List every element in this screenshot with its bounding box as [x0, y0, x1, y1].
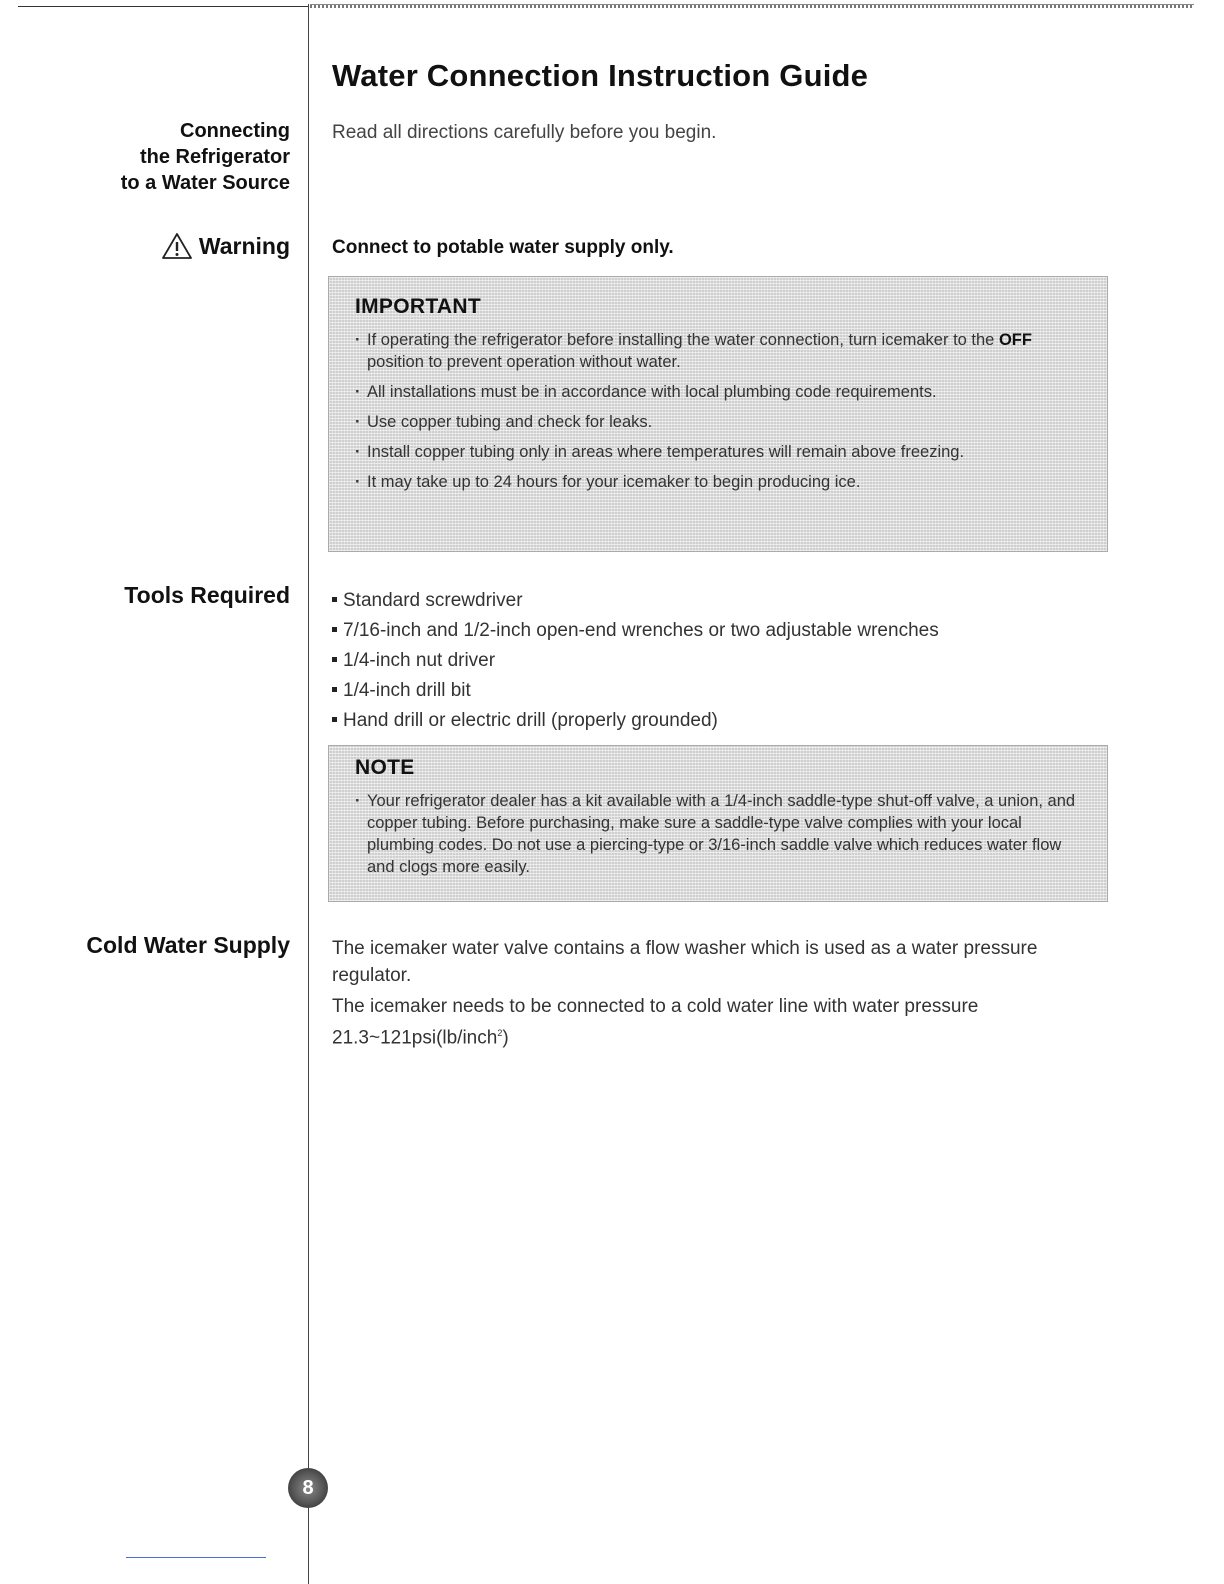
side-heading-cold-water: Cold Water Supply [86, 932, 290, 958]
important-list [355, 329, 1081, 493]
pressure-text: The icemaker needs to be connected to a cold water line with water pressure 21.3~121psi(lb/inch [332, 996, 979, 1049]
warning-label: Warning [198, 232, 290, 259]
side-heading-connecting [121, 118, 290, 196]
warning-triangle-icon [161, 232, 193, 260]
page-number-badge: 8 [288, 1468, 328, 1508]
column-divider [308, 4, 309, 1584]
list-item [332, 676, 939, 706]
important-box [328, 276, 1108, 552]
note-box [328, 745, 1108, 902]
side-heading-tools: Tools Required [124, 582, 290, 608]
pressure-superscript: 2 [497, 1028, 503, 1038]
list-item [332, 616, 939, 646]
note-list [355, 790, 1081, 878]
off-keyword: OFF [998, 331, 1032, 349]
list-item: · Your refrigerator dealer has a kit available with a 1/4-inch saddle-type shut-off valve, a union, and copper tubing. Before purchasing, make sure a saddle-type valve complies with your local plumbing codes. Do not use a piercing-type or 3/16-inch saddle valve which reduces water flow and clogs more easily. [355, 790, 1081, 878]
important-title: IMPORTANT [355, 295, 481, 318]
list-item [355, 329, 1081, 373]
list-item: · It may take up to 24 hours for your icemaker to begin producing ice. [355, 471, 1081, 493]
list-item [332, 586, 939, 616]
tool-text: 1/4-inch nut driver [343, 650, 496, 671]
bottom-link-line [126, 1557, 266, 1558]
bullet-square-icon [332, 657, 337, 662]
list-item: · Install copper tubing only in areas where temperatures will remain above freezing. [355, 441, 1081, 463]
side-heading-line: the Refrigerator [139, 146, 290, 168]
tool-text: Standard screwdriver [343, 590, 523, 611]
side-heading-warning [161, 232, 290, 260]
bullet-square-icon [332, 687, 337, 692]
pressure-text-end: ) [502, 1027, 509, 1049]
tool-text: Hand drill or electric drill (properly grounded) [343, 710, 718, 731]
top-rule-left [18, 6, 308, 7]
bullet-square-icon [332, 627, 337, 632]
side-heading-line: Connecting [180, 120, 290, 142]
tools-list [332, 586, 939, 736]
tool-text: 7/16-inch and 1/2-inch open-end wrenches or two adjustable wrenches [343, 620, 939, 641]
cold-water-para [332, 993, 1072, 1051]
cold-water-text [332, 935, 1072, 1055]
cold-water-para: The icemaker water valve contains a flow washer which is used as a water pressure regulator. [332, 938, 1038, 986]
list-item [332, 646, 939, 676]
list-item [332, 706, 939, 736]
list-item: · Use copper tubing and check for leaks. [355, 411, 1081, 433]
side-heading-line: to a Water Source [120, 172, 290, 194]
bullet-square-icon [332, 597, 337, 602]
top-rule-right [310, 4, 1194, 8]
page-title: Water Connection Instruction Guide [332, 58, 869, 93]
note-title: NOTE [355, 756, 415, 779]
warning-text: Connect to potable water supply only. [332, 237, 674, 258]
list-item: · All installations must be in accordance with local plumbing code requirements. [355, 381, 1081, 403]
intro-text: Read all directions carefully before you begin. [332, 122, 717, 143]
tool-text: 1/4-inch drill bit [343, 680, 471, 701]
important-item-text: If operating the refrigerator before installing the water connection, turn icemaker to the [367, 331, 995, 349]
bullet-square-icon [332, 717, 337, 722]
important-item-tail: position to prevent operation without water. [367, 353, 681, 371]
